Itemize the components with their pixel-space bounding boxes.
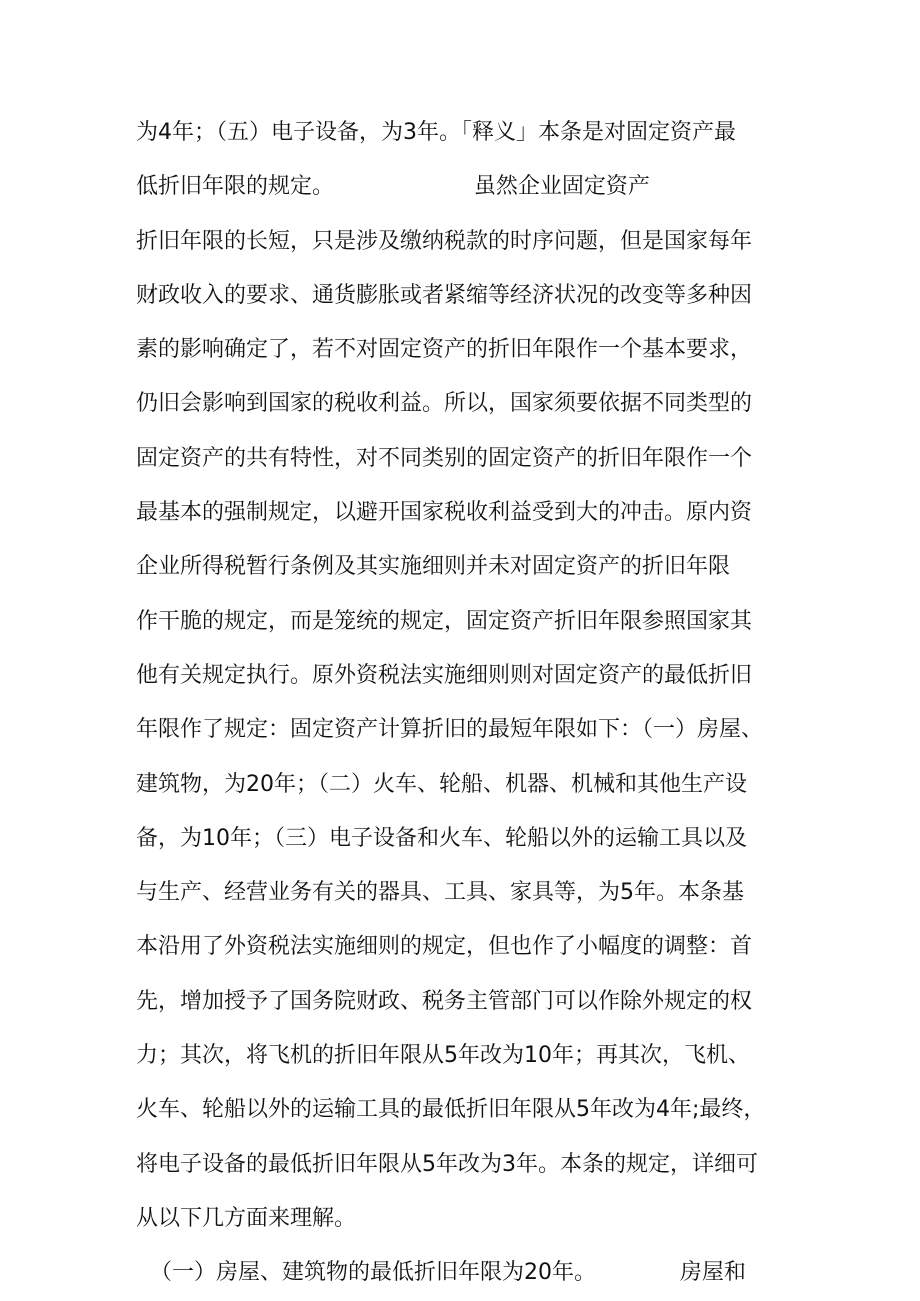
text-line: 备，为10年；（三）电子设备和火车、轮船以外的运输工具以及 [136, 825, 747, 851]
text-line: 作干脆的规定，而是笼统的规定，固定资产折旧年限参照国家其 [136, 608, 753, 634]
text-line: 折旧年限的长短，只是涉及缴纳税款的时序问题，但是国家每年 [136, 228, 753, 254]
text-line: 低折旧年限的规定。 虽然企业固定资产 [136, 174, 650, 200]
text-line: 将电子设备的最低折旧年限从5年改为3年。本条的规定，详细可 [136, 1151, 758, 1177]
text-line: 企业所得税暂行条例及其实施细则并未对固定资产的折旧年限 [136, 554, 731, 580]
text-line: 先，增加授予了国务院财政、税务主管部门可以作除外规定的权 [136, 988, 753, 1014]
text-line: 最基本的强制规定，以避开国家税收利益受到大的冲击。原内资 [136, 500, 753, 526]
body-text [136, 106, 796, 1301]
text-line: 火车、轮船以外的运输工具的最低折旧年限从5年改为4年;最终， [136, 1097, 766, 1123]
text-line: 从以下几方面来理解。 [136, 1205, 357, 1231]
text-line: 本沿用了外资税法实施细则的规定，但也作了小幅度的调整：首 [136, 934, 753, 960]
text-line: 建筑物，为20年；（二）火车、轮船、机器、机械和其他生产设 [136, 771, 747, 797]
text-line: 固定资产的共有特性，对不同类别的固定资产的折旧年限作一个 [136, 445, 753, 471]
text-line: 他有关规定执行。原外资税法实施细则则对固定资产的最低折旧 [136, 662, 753, 688]
text-line: 为4年；（五）电子设备，为3年。「释义」本条是对固定资产最 [136, 120, 736, 145]
text-line: 仍旧会影响到国家的税收利益。所以，国家须要依据不同类型的 [136, 391, 753, 417]
text-line: 财政收入的要求、通货膨胀或者紧缩等经济状况的改变等多种因 [136, 282, 753, 308]
text-line: 年限作了规定：固定资产计算折旧的最短年限如下：（一）房屋、 [136, 717, 764, 743]
text-line: （一）房屋、建筑物的最低折旧年限为20年。 房屋和 [136, 1260, 746, 1286]
text-line: 素的影响确定了，若不对固定资产的折旧年限作一个基本要求， [136, 337, 753, 363]
text-line: 力；其次，将飞机的折旧年限从5年改为10年；再其次，飞机、 [136, 1043, 750, 1069]
text-line: 与生产、经营业务有关的器具、工具、家具等，为5年。本条基 [136, 880, 744, 906]
